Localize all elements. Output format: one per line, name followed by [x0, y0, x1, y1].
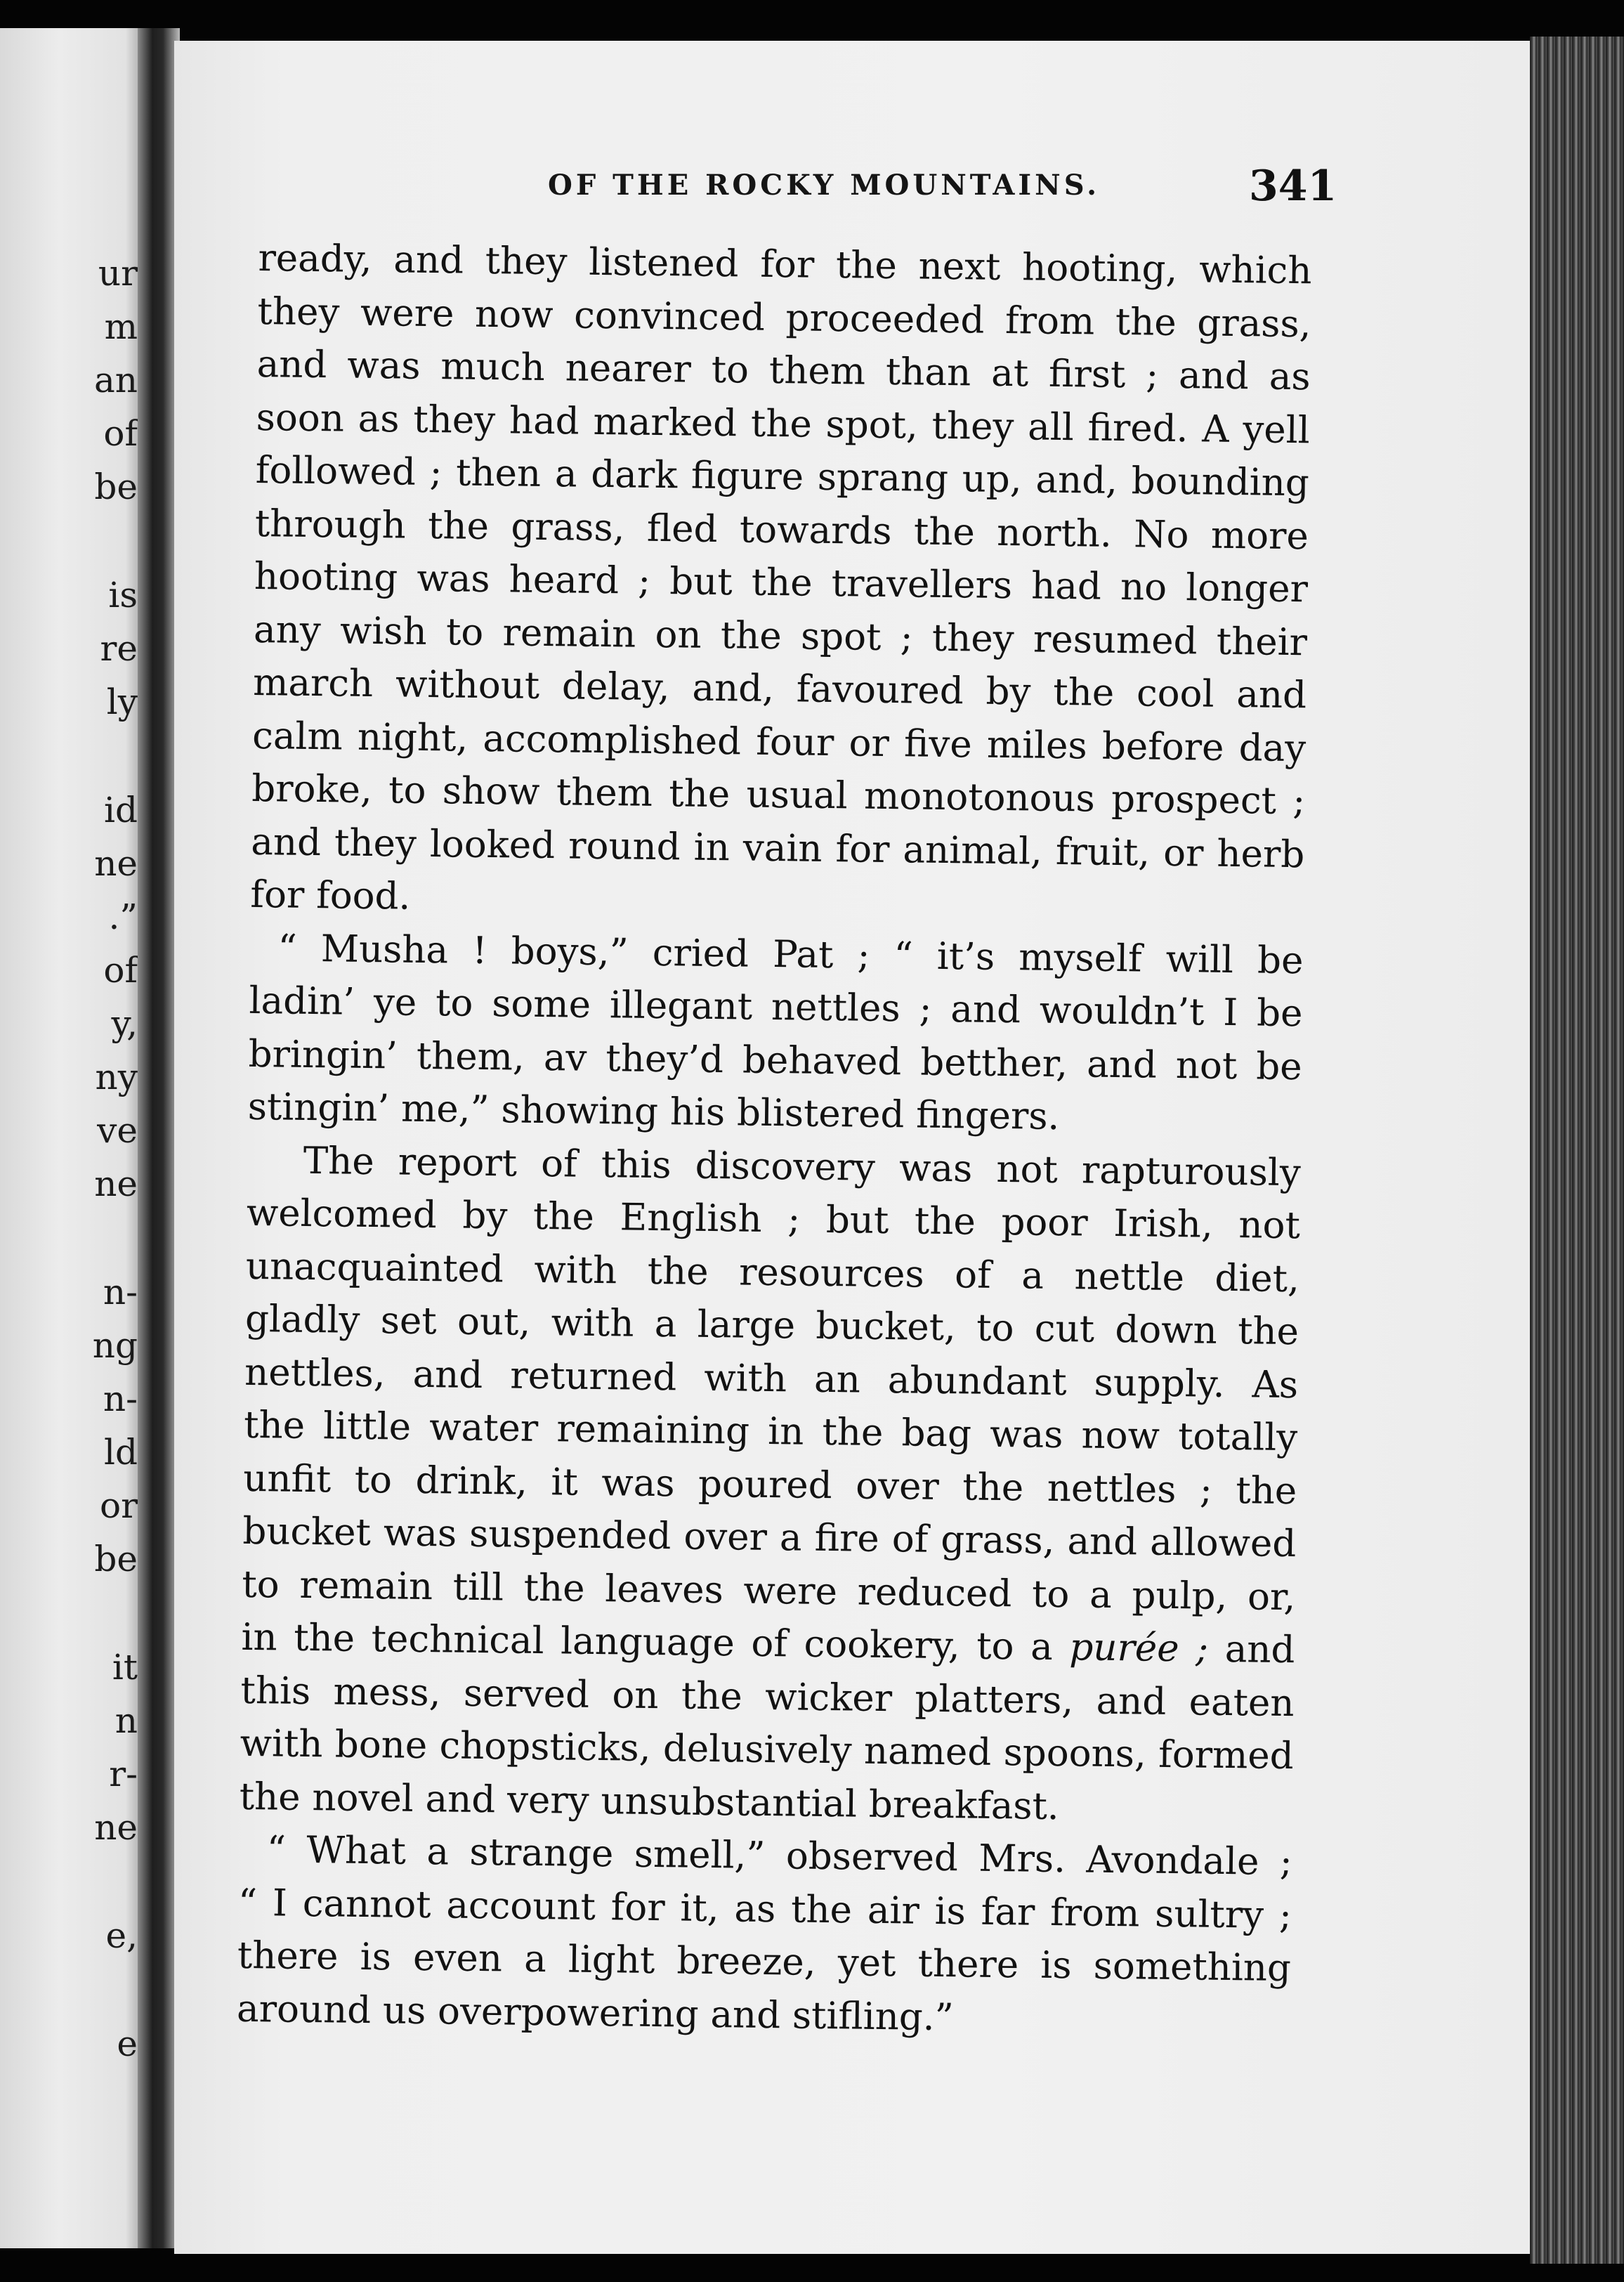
left-margin-text: y,	[111, 1003, 138, 1044]
text-line: through the grass, fled towards the north. No more	[254, 502, 1309, 558]
text-line: welcomed by the English ; but the poor Irish, not	[246, 1191, 1301, 1248]
left-margin-text: id	[104, 790, 138, 830]
left-margin-text: n-	[103, 1272, 138, 1312]
left-margin-text: e	[117, 2023, 138, 2064]
text-line: around us overpowering and stifling.”	[236, 1987, 955, 2039]
left-margin-text: r-	[109, 1754, 138, 1794]
text-line: and they looked round in vain for animal, fruit, or herb	[251, 820, 1305, 876]
left-margin-text: or	[99, 1485, 138, 1526]
left-margin-text: n-	[103, 1378, 138, 1419]
text-line: The report of this discovery was not rapturously	[303, 1139, 1302, 1194]
text-line: any wish to remain on the spot ; they resumed their	[253, 608, 1308, 664]
left-margin-text: .”	[108, 896, 138, 937]
text-line: for food.	[250, 873, 411, 918]
text-line: unacquainted with the resources of a nettle diet,	[245, 1244, 1300, 1300]
text-line: to remain till the leaves were reduced to a pulp, or,	[242, 1563, 1296, 1619]
left-margin-text: ny	[95, 1057, 138, 1097]
page-number: 341	[1249, 162, 1337, 211]
text-line: with bone chopsticks, delusively named spoons, formed	[240, 1721, 1294, 1778]
left-margin-text: n	[114, 1700, 138, 1741]
text-line: ready, and they listened for the next hooting, which	[258, 236, 1312, 293]
text-line: calm night, accomplished four or five miles before day	[251, 714, 1307, 770]
text-line: ladin’ ye to some illegant nettles ; and wouldn’t I be	[249, 979, 1303, 1036]
left-margin-text: be	[94, 1539, 138, 1579]
text-line: soon as they had marked the spot, they all fired. A yell	[256, 396, 1311, 452]
running-head: OF THE ROCKY MOUNTAINS.	[548, 169, 1101, 202]
left-margin-text: ly	[106, 682, 138, 722]
text-line: they were now convinced proceeded from the grass,	[257, 289, 1311, 346]
text-line: bucket was suspended over a fire of grass, and allowed	[242, 1509, 1297, 1566]
text-line: “ What a strange smell,” observed Mrs. Avondale ;	[266, 1828, 1293, 1884]
left-margin-text: ne	[94, 1807, 138, 1848]
left-margin-text: ve	[97, 1110, 138, 1151]
text-line: followed ; then a dark figure sprang up, and, bounding	[255, 448, 1310, 505]
left-margin-text: an	[93, 360, 138, 400]
body-text	[237, 232, 1312, 2048]
text-line: the novel and very unsubstantial breakfast.	[239, 1775, 1060, 1828]
left-margin-text: ne	[94, 1163, 138, 1204]
left-margin-text: be	[94, 467, 138, 507]
text-line: nettles, and returned with an abundant supply. As	[244, 1350, 1299, 1407]
page-edge-stack	[1530, 37, 1624, 2264]
left-margin-text: of	[103, 413, 138, 454]
text-segment: in the technical language of cookery, to a	[241, 1615, 1054, 1669]
text-line: this mess, served on the wicker platters, and eaten	[240, 1669, 1295, 1725]
text-line: bringin’ them, av they’d behaved betther, and not be	[248, 1032, 1302, 1088]
book-gutter	[138, 28, 180, 2248]
text-line: hooting was heard ; but the travellers had no longer	[254, 554, 1309, 611]
left-margin-text: e,	[105, 1915, 138, 1956]
left-margin-text: it	[112, 1647, 138, 1688]
italic-word: purée ;	[1069, 1626, 1209, 1671]
left-margin-text: re	[100, 628, 138, 669]
text-line: “ I cannot account for it, as the air is far from sultry ;	[237, 1881, 1292, 1937]
text-line: gladly set out, with a large bucket, to cut down the	[244, 1297, 1299, 1354]
left-page-fragment	[0, 28, 148, 2248]
text-line: and was much nearer to them than at first ; and as	[256, 342, 1311, 399]
left-margin-text: ur	[98, 253, 138, 294]
text-line: the little water remaining in the bag was now totally	[243, 1403, 1298, 1460]
left-margin-text: m	[104, 306, 138, 347]
left-margin-text: ne	[94, 843, 138, 884]
left-margin-text: of	[103, 950, 138, 991]
left-margin-text: ld	[104, 1432, 138, 1473]
text-line: broke, to show them the usual monotonous prospect ;	[251, 767, 1306, 823]
text-line: unfit to drink, it was poured over the nettles ; the	[242, 1456, 1297, 1513]
text-line: stingin’ me,” showing his blistered fingers.	[247, 1085, 1060, 1139]
text-line: “ Musha ! boys,” cried Pat ; “ it’s myself will be	[277, 926, 1304, 982]
left-margin-text: is	[108, 575, 138, 615]
text-line: march without delay, and, favoured by the cool and	[252, 660, 1307, 717]
text-segment: and	[1224, 1627, 1295, 1672]
left-margin-text: ng	[92, 1325, 138, 1366]
text-line: there is even a light breeze, yet there is something	[237, 1934, 1292, 1990]
